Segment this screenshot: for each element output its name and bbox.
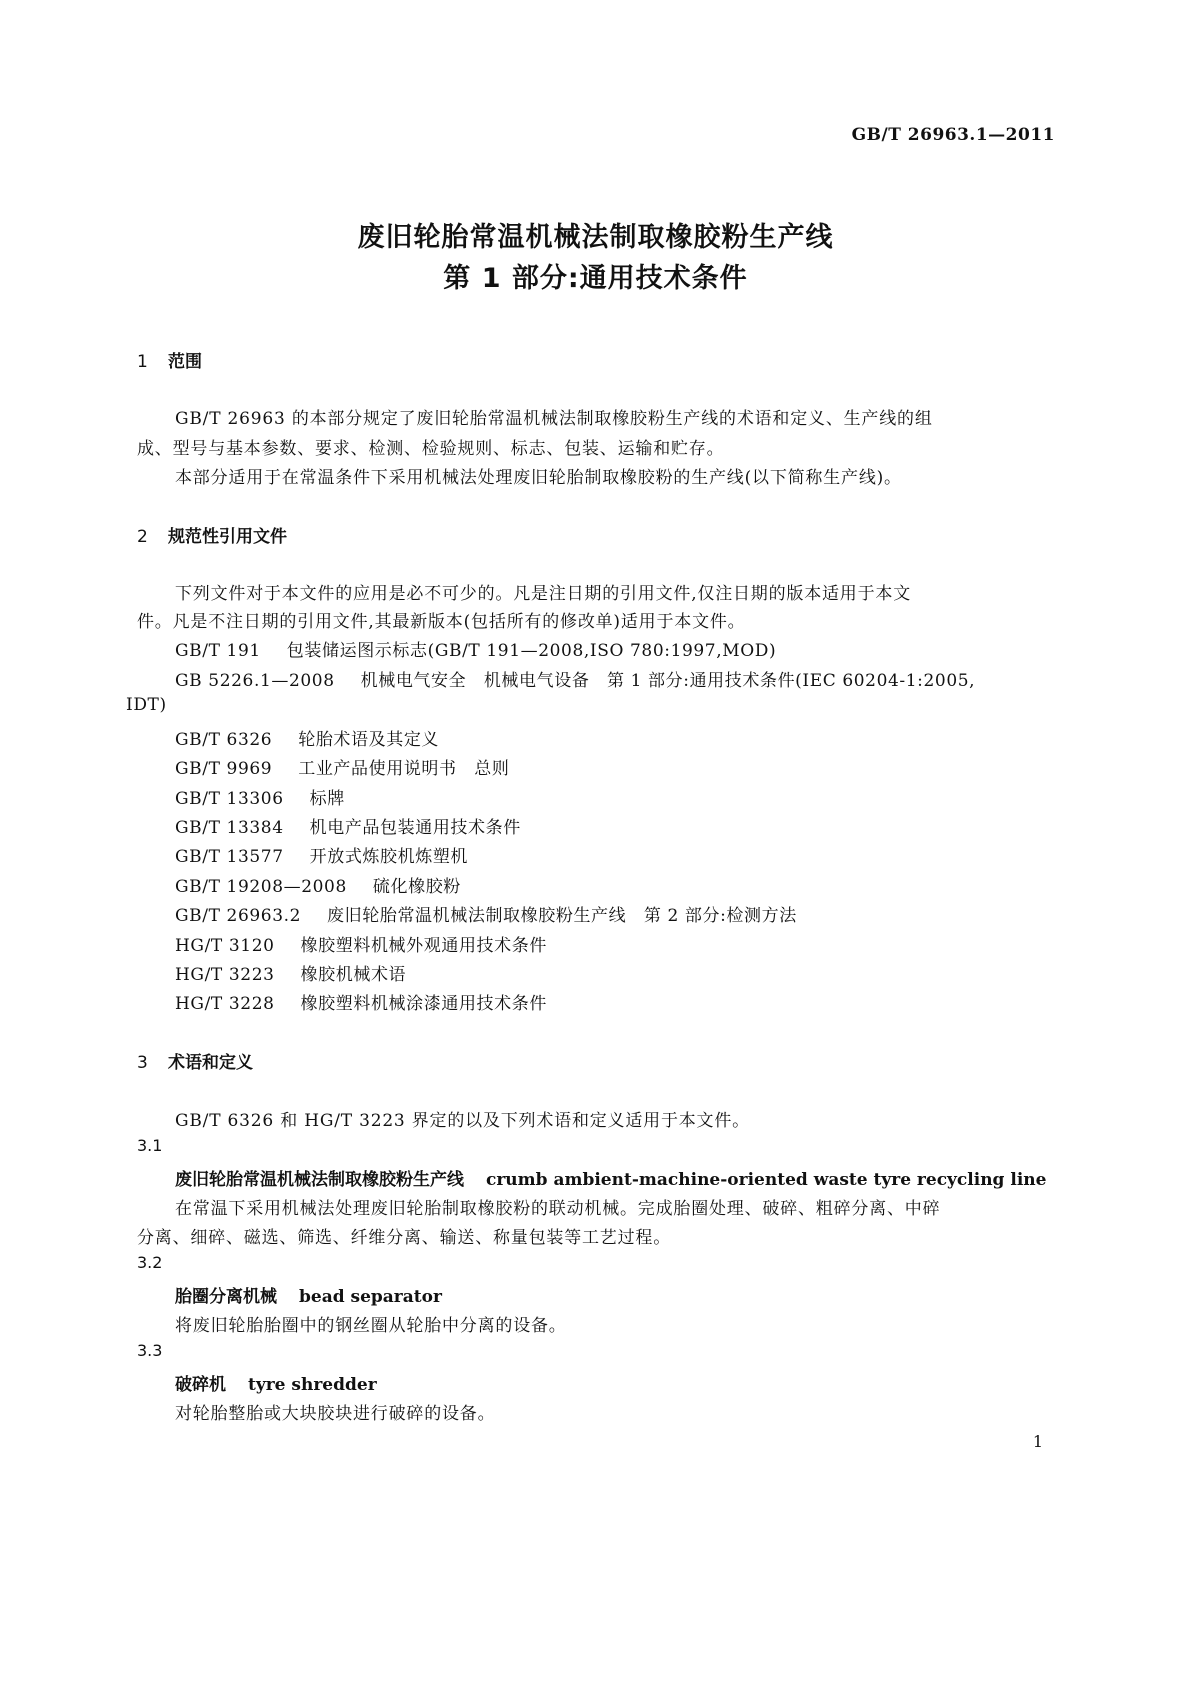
reference-continuation bbox=[126, 695, 167, 715]
term-zh: 胎圈分离机械 bbox=[175, 1287, 277, 1307]
page-title-line1: 废旧轮胎常温机械法制取橡胶粉生产线 bbox=[357, 222, 834, 253]
reference-item bbox=[175, 754, 509, 779]
paragraph-line: 成、型号与基本参数、要求、检测、检验规则、标志、包装、运输和贮存。 bbox=[137, 439, 725, 459]
reference-title: IDT) bbox=[126, 695, 167, 715]
term-entry bbox=[175, 1370, 377, 1395]
term-definition-line: 对轮胎整胎或大块胶块进行破碎的设备。 bbox=[175, 1404, 496, 1424]
reference-title: 包装储运图示标志(GB/T 191—2008,ISO 780:1997,MOD) bbox=[286, 641, 777, 661]
reference-title: 机械电气安全 机械电气设备 第 1 部分:通用技术条件(IEC 60204-1:2005, bbox=[360, 671, 976, 691]
section-title: 术语和定义 bbox=[168, 1053, 253, 1073]
section-heading-terms-definitions bbox=[137, 1048, 253, 1073]
reference-code: HG/T 3120 bbox=[175, 936, 275, 956]
reference-code: GB/T 13577 bbox=[175, 847, 284, 867]
reference-code: GB/T 13384 bbox=[175, 818, 284, 838]
reference-item bbox=[175, 901, 797, 926]
reference-title: 橡胶塑料机械外观通用技术条件 bbox=[300, 936, 547, 956]
reference-item bbox=[175, 842, 468, 867]
reference-item bbox=[175, 813, 521, 838]
reference-item bbox=[175, 931, 547, 956]
reference-item bbox=[175, 784, 345, 809]
reference-code: GB/T 191 bbox=[175, 641, 261, 661]
reference-item bbox=[175, 636, 776, 661]
term-entry bbox=[175, 1282, 442, 1307]
term-en: bead separator bbox=[299, 1287, 442, 1307]
page-title-line2: 第 1 部分:通用技术条件 bbox=[443, 263, 748, 294]
page-number: 1 bbox=[1032, 1432, 1043, 1451]
term-number: 3.3 bbox=[137, 1341, 163, 1360]
term-entry bbox=[175, 1165, 1046, 1190]
term-definition-line: 在常温下采用机械法处理废旧轮胎制取橡胶粉的联动机械。完成胎圈处理、破碎、粗碎分离、中碎 bbox=[175, 1199, 941, 1219]
reference-title: 橡胶机械术语 bbox=[300, 965, 407, 985]
term-definition-line: 分离、细碎、磁选、筛选、纤维分离、输送、称量包装等工艺过程。 bbox=[137, 1228, 671, 1248]
term-zh: 废旧轮胎常温机械法制取橡胶粉生产线 bbox=[175, 1170, 464, 1190]
reference-code: HG/T 3228 bbox=[175, 994, 275, 1014]
reference-title: 标牌 bbox=[309, 789, 345, 809]
paragraph-line: 下列文件对于本文件的应用是必不可少的。凡是注日期的引用文件,仅注日期的版本适用于本文 bbox=[175, 584, 912, 604]
reference-code: GB 5226.1—2008 bbox=[175, 671, 335, 691]
paragraph-line: 件。凡是不注日期的引用文件,其最新版本(包括所有的修改单)适用于本文件。 bbox=[137, 612, 746, 632]
section-title: 规范性引用文件 bbox=[168, 527, 287, 547]
reference-item bbox=[175, 725, 439, 750]
paragraph-line: GB/T 6326 和 HG/T 3223 界定的以及下列术语和定义适用于本文件。 bbox=[175, 1111, 750, 1131]
reference-item bbox=[175, 872, 461, 897]
reference-code: GB/T 9969 bbox=[175, 759, 273, 779]
section-number: 2 bbox=[137, 527, 148, 547]
reference-title: 橡胶塑料机械涂漆通用技术条件 bbox=[300, 994, 547, 1014]
section-title: 范围 bbox=[168, 352, 202, 372]
section-number: 1 bbox=[137, 352, 148, 372]
reference-code: HG/T 3223 bbox=[175, 965, 275, 985]
reference-title: 机电产品包装通用技术条件 bbox=[309, 818, 521, 838]
reference-title: 轮胎术语及其定义 bbox=[298, 730, 440, 750]
reference-item bbox=[175, 666, 975, 691]
reference-item bbox=[175, 989, 547, 1014]
reference-code: GB/T 26963.2 bbox=[175, 906, 302, 926]
section-number: 3 bbox=[137, 1053, 148, 1073]
reference-title: 硫化橡胶粉 bbox=[372, 877, 461, 897]
paragraph-line: GB/T 26963 的本部分规定了废旧轮胎常温机械法制取橡胶粉生产线的术语和定义、生产线的组 bbox=[175, 409, 933, 429]
section-heading-normative-references bbox=[137, 522, 287, 547]
section-heading-scope bbox=[137, 347, 202, 372]
term-en: tyre shredder bbox=[248, 1375, 377, 1395]
document-code: GB/T 26963.1—2011 bbox=[851, 125, 1055, 145]
paragraph-line: 本部分适用于在常温条件下采用机械法处理废旧轮胎制取橡胶粉的生产线(以下简称生产线)。 bbox=[175, 468, 902, 488]
reference-title: 开放式炼胶机炼塑机 bbox=[309, 847, 469, 867]
reference-code: GB/T 13306 bbox=[175, 789, 284, 809]
reference-title: 工业产品使用说明书 总则 bbox=[298, 759, 510, 779]
reference-code: GB/T 19208—2008 bbox=[175, 877, 347, 897]
term-en: crumb ambient-machine-oriented waste tyre recycling line bbox=[486, 1170, 1047, 1190]
reference-item bbox=[175, 960, 406, 985]
term-definition-line: 将废旧轮胎胎圈中的钢丝圈从轮胎中分离的设备。 bbox=[175, 1316, 567, 1336]
reference-code: GB/T 6326 bbox=[175, 730, 273, 750]
reference-title: 废旧轮胎常温机械法制取橡胶粉生产线 第 2 部分:检测方法 bbox=[327, 906, 797, 926]
term-number: 3.1 bbox=[137, 1136, 163, 1155]
term-number: 3.2 bbox=[137, 1253, 163, 1272]
term-zh: 破碎机 bbox=[175, 1375, 226, 1395]
